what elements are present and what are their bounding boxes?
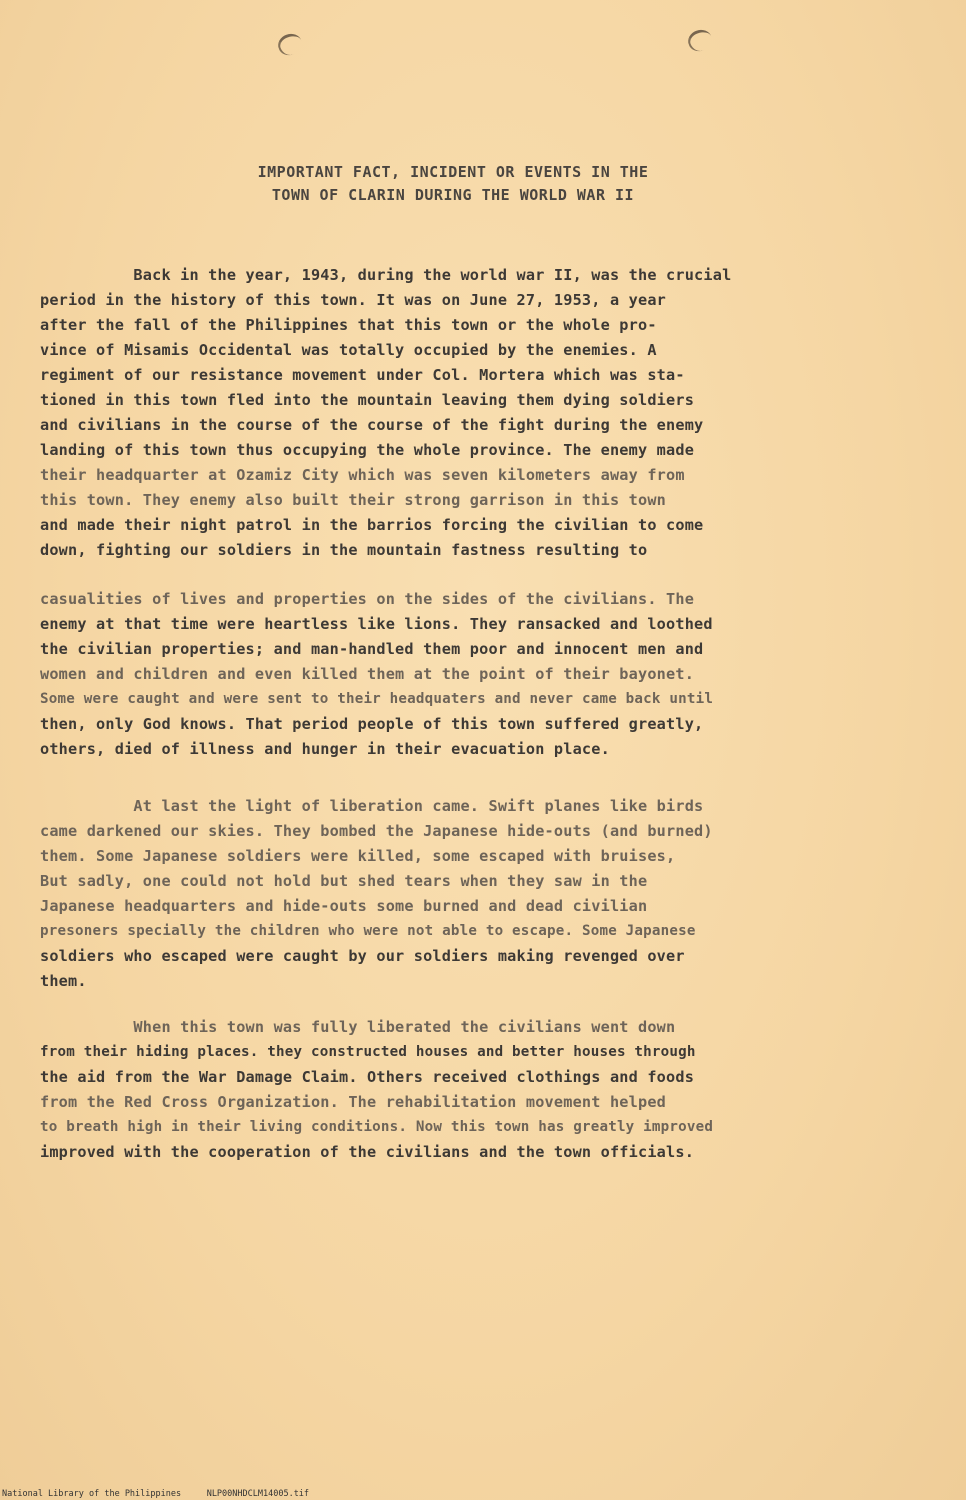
paragraph-2: [40, 587, 940, 762]
punch-hole-icon: [685, 27, 715, 55]
text-line: When this town was fully liberated the civilians went down: [40, 1018, 676, 1036]
paragraph-4: [40, 1015, 940, 1165]
text-line: after the fall of the Philippines that this town or the whole pro-: [40, 316, 657, 334]
text-line: vince of Misamis Occidental was totally occupied by the enemies. A: [40, 341, 657, 359]
text-line: women and children and even killed them at the point of their bayonet.: [40, 665, 695, 683]
text-line: the aid from the War Damage Claim. Others received clothings and foods: [40, 1068, 695, 1086]
footer-caption: National Library of the Philippines NLP00NHDCLM14005.tif: [2, 1489, 310, 1499]
text-line: presoners specially the children who were not able to escape. Some Japanese: [40, 923, 696, 939]
text-line: Japanese headquarters and hide-outs some burned and dead civilian: [40, 897, 648, 915]
text-line: others, died of illness and hunger in their evacuation place.: [40, 740, 610, 758]
text-line: improved with the cooperation of the civilians and the town officials.: [40, 1143, 695, 1161]
text-line: this town. They enemy also built their strong garrison in this town: [40, 491, 667, 509]
text-line: from their hiding places. they constructed houses and better houses through: [40, 1044, 696, 1060]
text-line: and made their night patrol in the barrios forcing the civilian to come: [40, 516, 704, 534]
text-line: landing of this town thus occupying the whole province. The enemy made: [40, 441, 695, 459]
text-line: came darkened our skies. They bombed the Japanese hide-outs (and burned): [40, 822, 713, 840]
text-line: to breath high in their living conditions. Now this town has greatly improved: [40, 1119, 714, 1135]
text-line: tioned in this town fled into the mountain leaving them dying soldiers: [40, 391, 695, 409]
text-line: soldiers who escaped were caught by our soldiers making revenged over: [40, 947, 685, 965]
paragraph-1: [40, 263, 940, 563]
punch-hole-icon: [275, 31, 305, 59]
text-line: the civilian properties; and man-handled them poor and innocent men and: [40, 640, 704, 658]
paragraph-3: [40, 794, 940, 994]
text-line: them.: [40, 972, 87, 990]
text-line: them. Some Japanese soldiers were killed, some escaped with bruises,: [40, 847, 676, 865]
text-line: their headquarter at Ozamiz City which was seven kilometers away from: [40, 466, 685, 484]
text-line: from the Red Cross Organization. The rehabilitation movement helped: [40, 1093, 667, 1111]
text-line: enemy at that time were heartless like lions. They ransacked and loothed: [40, 615, 713, 633]
text-line: Some were caught and were sent to their headquaters and never came back until: [40, 691, 714, 707]
text-line: then, only God knows. That period people of this town suffered greatly,: [40, 715, 704, 733]
text-line: down, fighting our soldiers in the mountain fastness resulting to: [40, 541, 648, 559]
text-line: But sadly, one could not hold but shed tears when they saw in the: [40, 872, 648, 890]
text-line: regiment of our resistance movement under Col. Mortera which was sta-: [40, 366, 685, 384]
document-title-line-2: TOWN OF CLARIN DURING THE WORLD WAR II: [271, 186, 635, 204]
text-line: Back in the year, 1943, during the world war II, was the crucial: [40, 266, 732, 284]
document-title-line-1: IMPORTANT FACT, INCIDENT OR EVENTS IN THE: [257, 163, 649, 181]
text-line: and civilians in the course of the course of the fight during the enemy: [40, 416, 704, 434]
text-line: casualities of lives and properties on the sides of the civilians. The: [40, 590, 695, 608]
text-line: period in the history of this town. It was on June 27, 1953, a year: [40, 291, 667, 309]
text-line: At last the light of liberation came. Swift planes like birds: [40, 797, 704, 815]
